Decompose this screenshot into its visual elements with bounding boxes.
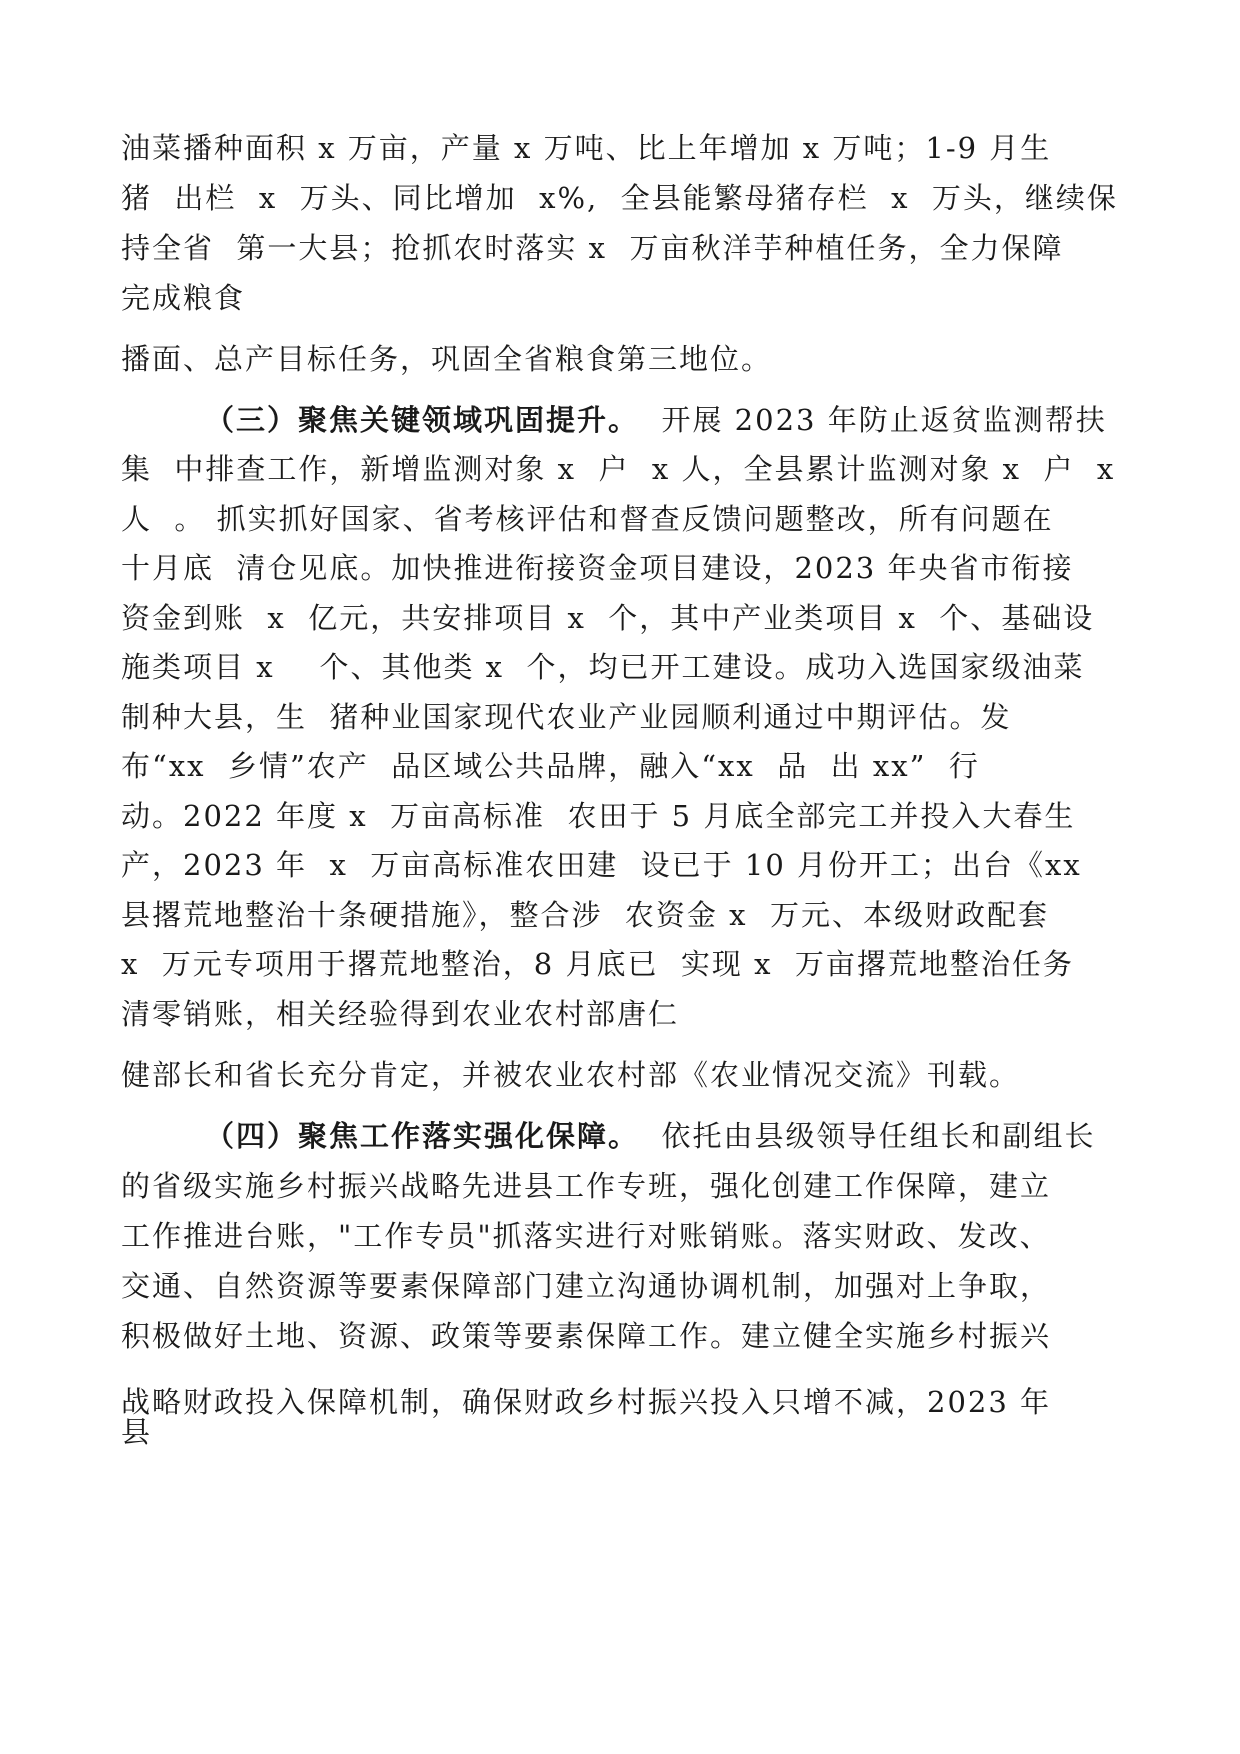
text-line: 交通、自然资源等要素保障部门建立沟通协调机制，加强对上争取， (121, 1269, 1052, 1303)
text-line: 县撂荒地整治十条硬措施》，整合涉 农资金 x 万元、本级财政配套 (121, 898, 1049, 932)
text-line: 县 (121, 1415, 153, 1449)
text-line: 持全省 第一大县；抢抓农时落实 x 万亩秋洋芋种植任务，全力保障 (121, 231, 1064, 265)
paragraph-3-first-line (205, 400, 1107, 440)
text-line: 积极做好土地、资源、政策等要素保障工作。建立健全实施乡村振兴 (121, 1319, 1052, 1353)
text-line: 依托由县级领导任组长和副组长 (661, 1119, 1096, 1153)
text-line: 动。2022 年度 x 万亩高标准 农田于 5 月底全部完工并投入大春生 (121, 799, 1076, 833)
text-line: 的省级实施乡村振兴战略先进县工作专班，强化创建工作保障，建立 (121, 1169, 1052, 1203)
text-line: 人 。 抓实抓好国家、省考核评估和督查反馈问题整改，所有问题在 (121, 502, 1054, 536)
section-heading-4: （四）聚焦工作落实强化保障。 (205, 1119, 640, 1153)
text-line: 集 中排查工作，新增监测对象 x 户 x 人，全县累计监测对象 x 户 x (121, 452, 1116, 486)
text-line: 制种大县，生 猪种业国家现代农业产业园顺利通过中期评估。发 (121, 700, 1012, 734)
text-line: 十月底 清仓见底。加快推进衔接资金项目建设，2023 年央省市衔接 (121, 551, 1074, 585)
paragraph-4-first-line (205, 1116, 1095, 1156)
text-line: 播面、总产目标任务，巩固全省粮食第三地位。 (121, 342, 773, 376)
text-line: 布“xx 乡情”农产 品区域公共品牌，融入“xx 品 出 xx” 行 (121, 749, 980, 783)
text-line: 猪 出栏 x 万头、同比增加 x%, 全县能繁母猪存栏 x 万头，继续保 (121, 181, 1118, 215)
text-line: 工作推进台账，"工作专员"抓落实进行对账销账。落实财政、发改、 (121, 1219, 1051, 1253)
text-line: 健部长和省长充分肯定，并被农业农村部《农业情况交流》刊载。 (121, 1058, 1021, 1092)
text-line: 完成粮食 (121, 281, 246, 315)
text-line: 清零销账，相关经验得到农业农村部唐仁 (121, 997, 680, 1031)
text-line: 产，2023 年 x 万亩高标准农田建 设已于 10 月份开工；出台《xx (121, 848, 1082, 882)
text-line: 战略财政投入保障机制，确保财政乡村振兴投入只增不减，2023 年 (121, 1385, 1052, 1419)
text-line: 资金到账 x 亿元，共安排项目 x 个，其中产业类项目 x 个、基础设 (121, 601, 1095, 635)
section-heading-3: （三）聚焦关键领域巩固提升。 (205, 403, 640, 437)
text-line: 开展 2023 年防止返贫监测帮扶 (661, 403, 1107, 437)
text-line: 施类项目 x 个、其他类 x 个，均已开工建设。成功入选国家级油菜 (121, 650, 1085, 684)
text-line: 油菜播种面积 x 万亩，产量 x 万吨、比上年增加 x 万吨；1-9 月生 (121, 131, 1052, 165)
text-line: x 万元专项用于撂荒地整治，8 月底已 实现 x 万亩撂荒地整治任务 (121, 947, 1074, 981)
